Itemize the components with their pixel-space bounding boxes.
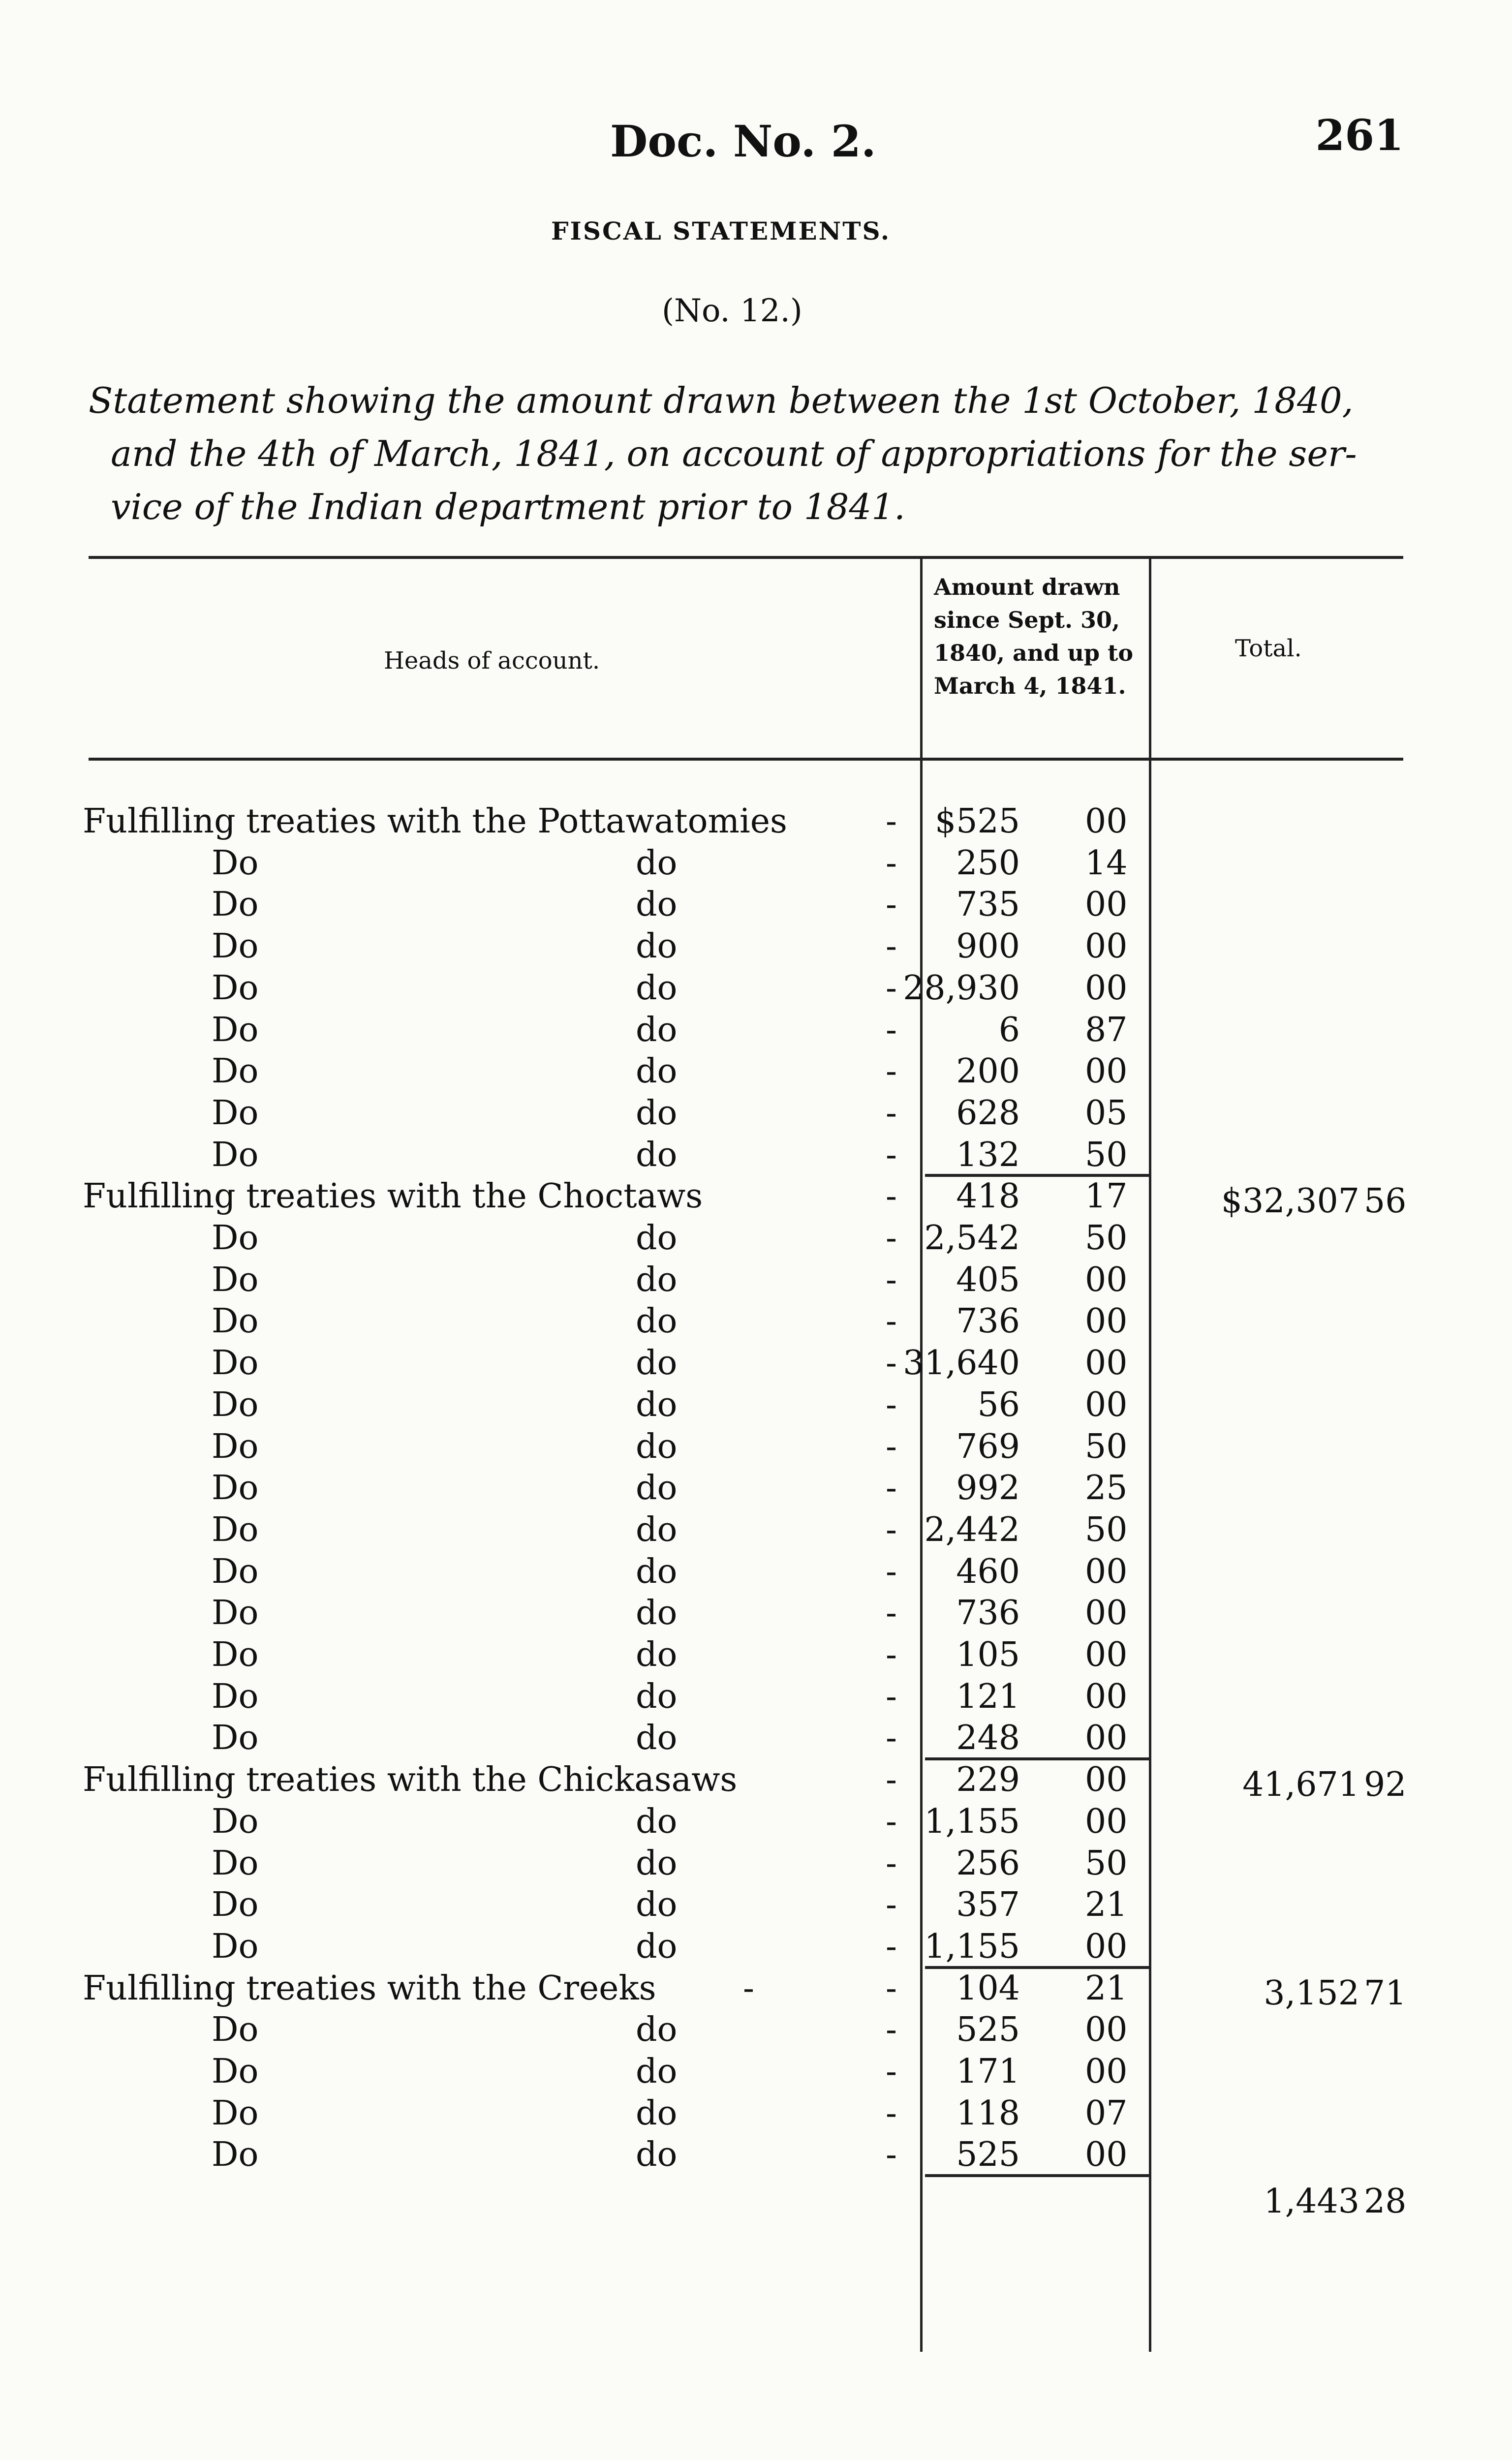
amount-cents: 50 bbox=[1085, 1510, 1128, 1549]
ditto-mark: do bbox=[636, 1635, 678, 1674]
ditto-mark: do bbox=[636, 2093, 678, 2133]
ditto-mark: Do bbox=[212, 1385, 259, 1424]
amount-cents: 17 bbox=[1085, 1177, 1128, 1216]
amount-dollars: 104 bbox=[956, 1968, 1020, 2008]
ditto-mark: do bbox=[636, 1385, 678, 1424]
leader-dash: - bbox=[886, 1427, 897, 1466]
leader-dash: - bbox=[886, 1927, 897, 1966]
table-row bbox=[0, 1011, 1512, 1052]
table-top-rule bbox=[89, 556, 1403, 559]
table-row bbox=[0, 1052, 1512, 1094]
amount-dollars: 418 bbox=[956, 1177, 1020, 1216]
amount-dollars: 900 bbox=[956, 927, 1020, 966]
leader-dash: - bbox=[886, 843, 897, 883]
ditto-mark: do bbox=[636, 1219, 678, 1258]
leader-dash: - bbox=[886, 1093, 897, 1133]
ditto-mark: Do bbox=[212, 1885, 259, 1925]
total-cents: 56 bbox=[1364, 1182, 1407, 1221]
leader-dash: - bbox=[886, 2093, 897, 2133]
table-row bbox=[0, 1385, 1512, 1427]
amount-dollars: 992 bbox=[956, 1469, 1020, 1508]
ditto-mark: Do bbox=[212, 1010, 259, 1049]
table-header-rule bbox=[89, 758, 1403, 761]
table-row bbox=[0, 1469, 1512, 1510]
amount-dollars: 121 bbox=[956, 1677, 1020, 1716]
leader-dash: - bbox=[886, 927, 897, 966]
ditto-mark: Do bbox=[212, 1427, 259, 1466]
amount-dollars: 405 bbox=[956, 1260, 1020, 1299]
amount-dollars: $525 bbox=[934, 802, 1020, 841]
table-row bbox=[0, 1719, 1512, 1760]
table-row bbox=[0, 1760, 1512, 1805]
amount-cents: 00 bbox=[1085, 1260, 1128, 1299]
amount-cents: 00 bbox=[1085, 2052, 1128, 2091]
amount-dollars: 628 bbox=[956, 1093, 1020, 1133]
ditto-mark: Do bbox=[212, 2093, 259, 2133]
amount-cents: 00 bbox=[1085, 802, 1128, 841]
account-head: Fulfilling treaties with the Pottawatomies bbox=[83, 802, 787, 841]
ditto-mark: do bbox=[636, 1344, 678, 1383]
ditto-mark: Do bbox=[212, 1719, 259, 1758]
table-row bbox=[0, 2052, 1512, 2094]
amount-cents: 00 bbox=[1085, 1594, 1128, 1633]
amount-dollars: 256 bbox=[956, 1844, 1020, 1883]
leader-dash: - bbox=[886, 2052, 897, 2091]
ditto-mark: do bbox=[636, 1302, 678, 1341]
total-cents: 92 bbox=[1364, 1765, 1407, 1805]
ditto-mark: Do bbox=[212, 1260, 259, 1299]
amount-dollars: 132 bbox=[956, 1135, 1020, 1174]
amount-cents: 87 bbox=[1085, 1010, 1128, 1049]
ditto-mark: Do bbox=[212, 1469, 259, 1508]
ditto-mark: do bbox=[636, 2052, 678, 2091]
table-row bbox=[0, 1677, 1512, 1719]
amount-cents: 00 bbox=[1085, 1052, 1128, 1091]
table-row bbox=[0, 1927, 1512, 1969]
ditto-mark: Do bbox=[212, 1802, 259, 1841]
amount-cents: 00 bbox=[1085, 1385, 1128, 1424]
section-title: FISCAL STATEMENTS. bbox=[551, 216, 891, 246]
amount-dollars: 56 bbox=[977, 1385, 1020, 1424]
ditto-mark: do bbox=[636, 1927, 678, 1966]
amount-cents: 50 bbox=[1085, 1219, 1128, 1258]
table-row bbox=[0, 1427, 1512, 1469]
amount-cents: 00 bbox=[1085, 1927, 1128, 1966]
total-cents: 28 bbox=[1364, 2182, 1407, 2221]
table-row bbox=[0, 1594, 1512, 1635]
amount-dollars: 357 bbox=[956, 1885, 1020, 1925]
ditto-mark: do bbox=[636, 927, 678, 966]
ditto-mark: Do bbox=[212, 1927, 259, 1966]
leader-dash: - bbox=[886, 1802, 897, 1841]
amount-dollars: 735 bbox=[956, 885, 1020, 924]
leader-dash: - bbox=[886, 1010, 897, 1049]
amount-dollars: 200 bbox=[956, 1052, 1020, 1091]
amount-cents: 50 bbox=[1085, 1135, 1128, 1174]
amount-dollars: 736 bbox=[956, 1594, 1020, 1633]
account-head: Fulfilling treaties with the Creeks bbox=[83, 1968, 656, 2008]
ditto-mark: do bbox=[636, 1802, 678, 1841]
ditto-mark: do bbox=[636, 885, 678, 924]
column-header-amount: Amount drawn since Sept. 30, 1840, and up to March 4, 1841. bbox=[934, 574, 1134, 699]
ditto-mark: do bbox=[636, 1010, 678, 1049]
leader-dash: - bbox=[886, 2135, 897, 2175]
ditto-mark: do bbox=[636, 1552, 678, 1591]
amount-dollars: 31,640 bbox=[903, 1344, 1020, 1383]
amount-dollars: 525 bbox=[956, 2135, 1020, 2175]
amount-dollars: 736 bbox=[956, 1302, 1020, 1341]
statement-description bbox=[89, 374, 1407, 533]
ditto-mark: do bbox=[636, 968, 678, 1008]
table-row bbox=[0, 802, 1512, 844]
table-row bbox=[0, 1552, 1512, 1594]
ditto-mark: Do bbox=[212, 1052, 259, 1091]
amount-cents: 00 bbox=[1085, 1344, 1128, 1383]
intro-line: and the 4th of March, 1841, on account of appropriations for the ser- bbox=[111, 433, 1357, 474]
amount-dollars: 460 bbox=[956, 1552, 1020, 1591]
label-dash: - bbox=[743, 1968, 754, 2008]
ditto-mark: do bbox=[636, 1427, 678, 1466]
document-title: Doc. No. 2. bbox=[610, 116, 876, 167]
ditto-mark: Do bbox=[212, 1510, 259, 1549]
leader-dash: - bbox=[886, 1677, 897, 1716]
column-header-heads: Heads of account. bbox=[384, 647, 600, 675]
amount-cents: 00 bbox=[1085, 1802, 1128, 1841]
leader-dash: - bbox=[886, 1052, 897, 1091]
ditto-mark: do bbox=[636, 1677, 678, 1716]
leader-dash: - bbox=[886, 1219, 897, 1258]
ditto-mark: Do bbox=[212, 1135, 259, 1174]
amount-dollars: 1,155 bbox=[924, 1802, 1020, 1841]
table-row bbox=[0, 1219, 1512, 1261]
leader-dash: - bbox=[886, 802, 897, 841]
leader-dash: - bbox=[886, 1719, 897, 1758]
ditto-mark: do bbox=[636, 2135, 678, 2175]
ditto-mark: do bbox=[636, 1052, 678, 1091]
amount-dollars: 1,155 bbox=[924, 1927, 1020, 1966]
ditto-mark: do bbox=[636, 1510, 678, 1549]
ditto-mark: do bbox=[636, 1135, 678, 1174]
ditto-mark: do bbox=[636, 1885, 678, 1925]
amount-dollars: 2,542 bbox=[924, 1219, 1020, 1258]
ditto-mark: do bbox=[636, 1844, 678, 1883]
column-header-total: Total. bbox=[1235, 635, 1302, 662]
amount-cents: 21 bbox=[1085, 1885, 1128, 1925]
ditto-mark: Do bbox=[212, 968, 259, 1008]
ditto-mark: do bbox=[636, 843, 678, 883]
table-row bbox=[0, 1844, 1512, 1886]
amount-cents: 07 bbox=[1085, 2093, 1128, 2133]
amount-cents: 21 bbox=[1085, 1968, 1128, 2008]
total-cents: 71 bbox=[1364, 1973, 1407, 2013]
table-row bbox=[0, 1969, 1512, 2011]
intro-line: vice of the Indian department prior to 1841. bbox=[111, 486, 905, 527]
page-number: 261 bbox=[1315, 111, 1404, 160]
ditto-mark: Do bbox=[212, 1552, 259, 1591]
leader-dash: - bbox=[886, 1844, 897, 1883]
table-row bbox=[0, 1136, 1512, 1177]
statement-number: (No. 12.) bbox=[662, 293, 802, 329]
leader-dash: - bbox=[886, 968, 897, 1008]
leader-dash: - bbox=[886, 1469, 897, 1508]
table-row bbox=[0, 1261, 1512, 1302]
amount-cents: 00 bbox=[1085, 2010, 1128, 2050]
amount-cents: 00 bbox=[1085, 927, 1128, 966]
leader-dash: - bbox=[886, 1302, 897, 1341]
amount-dollars: 171 bbox=[956, 2052, 1020, 2091]
table-row bbox=[0, 1885, 1512, 1927]
amount-dollars: 2,442 bbox=[924, 1510, 1020, 1549]
amount-dollars: 769 bbox=[956, 1427, 1020, 1466]
ditto-mark: Do bbox=[212, 927, 259, 966]
total-dollars: 3,152 bbox=[1264, 1973, 1359, 2013]
amount-dollars: 105 bbox=[956, 1635, 1020, 1674]
leader-dash: - bbox=[886, 1635, 897, 1674]
leader-dash: - bbox=[886, 885, 897, 924]
leader-dash: - bbox=[886, 1344, 897, 1383]
leader-dash: - bbox=[886, 1510, 897, 1549]
ditto-mark: Do bbox=[212, 843, 259, 883]
leader-dash: - bbox=[886, 1968, 897, 2008]
leader-dash: - bbox=[886, 1594, 897, 1633]
ditto-mark: Do bbox=[212, 1344, 259, 1383]
leader-dash: - bbox=[886, 1552, 897, 1591]
table-row bbox=[0, 1510, 1512, 1552]
amount-cents: 00 bbox=[1085, 968, 1128, 1008]
table-row bbox=[0, 1635, 1512, 1677]
ditto-mark: Do bbox=[212, 2052, 259, 2091]
amount-cents: 00 bbox=[1085, 1552, 1128, 1591]
amount-cents: 00 bbox=[1085, 1760, 1128, 1800]
table-row bbox=[0, 844, 1512, 886]
amount-dollars: 28,930 bbox=[903, 968, 1020, 1008]
amount-dollars: 6 bbox=[998, 1010, 1020, 1049]
table-row bbox=[0, 2094, 1512, 2136]
ditto-mark: Do bbox=[212, 2135, 259, 2175]
amount-dollars: 525 bbox=[956, 2010, 1020, 2050]
table-row bbox=[0, 969, 1512, 1011]
table-row bbox=[0, 1177, 1512, 1219]
group-total bbox=[0, 2182, 1512, 2224]
table-row bbox=[0, 2135, 1512, 2177]
intro-line: Statement showing the amount drawn between the 1st October, 1840, bbox=[89, 380, 1354, 421]
account-head: Fulfilling treaties with the Choctaws bbox=[83, 1177, 703, 1216]
table-row bbox=[0, 1344, 1512, 1385]
amount-cents: 00 bbox=[1085, 885, 1128, 924]
table-row bbox=[0, 885, 1512, 927]
table-row bbox=[0, 1094, 1512, 1136]
total-dollars: $32,307 bbox=[1221, 1182, 1359, 1221]
sum-rule bbox=[925, 2174, 1149, 2177]
amount-cents: 00 bbox=[1085, 1677, 1128, 1716]
ditto-mark: do bbox=[636, 1469, 678, 1508]
ditto-mark: Do bbox=[212, 1594, 259, 1633]
ditto-mark: do bbox=[636, 1719, 678, 1758]
amount-cents: 25 bbox=[1085, 1469, 1128, 1508]
ditto-mark: Do bbox=[212, 1844, 259, 1883]
total-dollars: 41,671 bbox=[1242, 1765, 1359, 1805]
account-head: Fulfilling treaties with the Chickasaws bbox=[83, 1760, 738, 1800]
total-dollars: 1,443 bbox=[1264, 2182, 1359, 2221]
amount-cents: 05 bbox=[1085, 1093, 1128, 1133]
ditto-mark: Do bbox=[212, 1093, 259, 1133]
amount-dollars: 118 bbox=[956, 2093, 1020, 2133]
ditto-mark: Do bbox=[212, 1302, 259, 1341]
leader-dash: - bbox=[886, 2010, 897, 2050]
ditto-mark: do bbox=[636, 1260, 678, 1299]
leader-dash: - bbox=[886, 1177, 897, 1216]
ditto-mark: Do bbox=[212, 2010, 259, 2050]
amount-cents: 00 bbox=[1085, 1635, 1128, 1674]
ditto-mark: Do bbox=[212, 1219, 259, 1258]
leader-dash: - bbox=[886, 1260, 897, 1299]
amount-dollars: 250 bbox=[956, 843, 1020, 883]
amount-dollars: 248 bbox=[956, 1719, 1020, 1758]
leader-dash: - bbox=[886, 1885, 897, 1925]
leader-dash: - bbox=[886, 1135, 897, 1174]
amount-dollars: 229 bbox=[956, 1760, 1020, 1800]
table-row bbox=[0, 2010, 1512, 2052]
leader-dash: - bbox=[886, 1385, 897, 1424]
leader-dash: - bbox=[886, 1760, 897, 1800]
amount-cents: 50 bbox=[1085, 1427, 1128, 1466]
ditto-mark: do bbox=[636, 1093, 678, 1133]
ditto-mark: Do bbox=[212, 885, 259, 924]
table-row bbox=[0, 1802, 1512, 1844]
table-row bbox=[0, 1302, 1512, 1344]
amount-cents: 00 bbox=[1085, 1302, 1128, 1341]
amount-cents: 14 bbox=[1085, 843, 1128, 883]
ditto-mark: do bbox=[636, 1594, 678, 1633]
table-row bbox=[0, 927, 1512, 969]
amount-cents: 00 bbox=[1085, 2135, 1128, 2175]
amount-cents: 50 bbox=[1085, 1844, 1128, 1883]
ditto-mark: Do bbox=[212, 1677, 259, 1716]
ditto-mark: do bbox=[636, 2010, 678, 2050]
ditto-mark: Do bbox=[212, 1635, 259, 1674]
amount-cents: 00 bbox=[1085, 1719, 1128, 1758]
